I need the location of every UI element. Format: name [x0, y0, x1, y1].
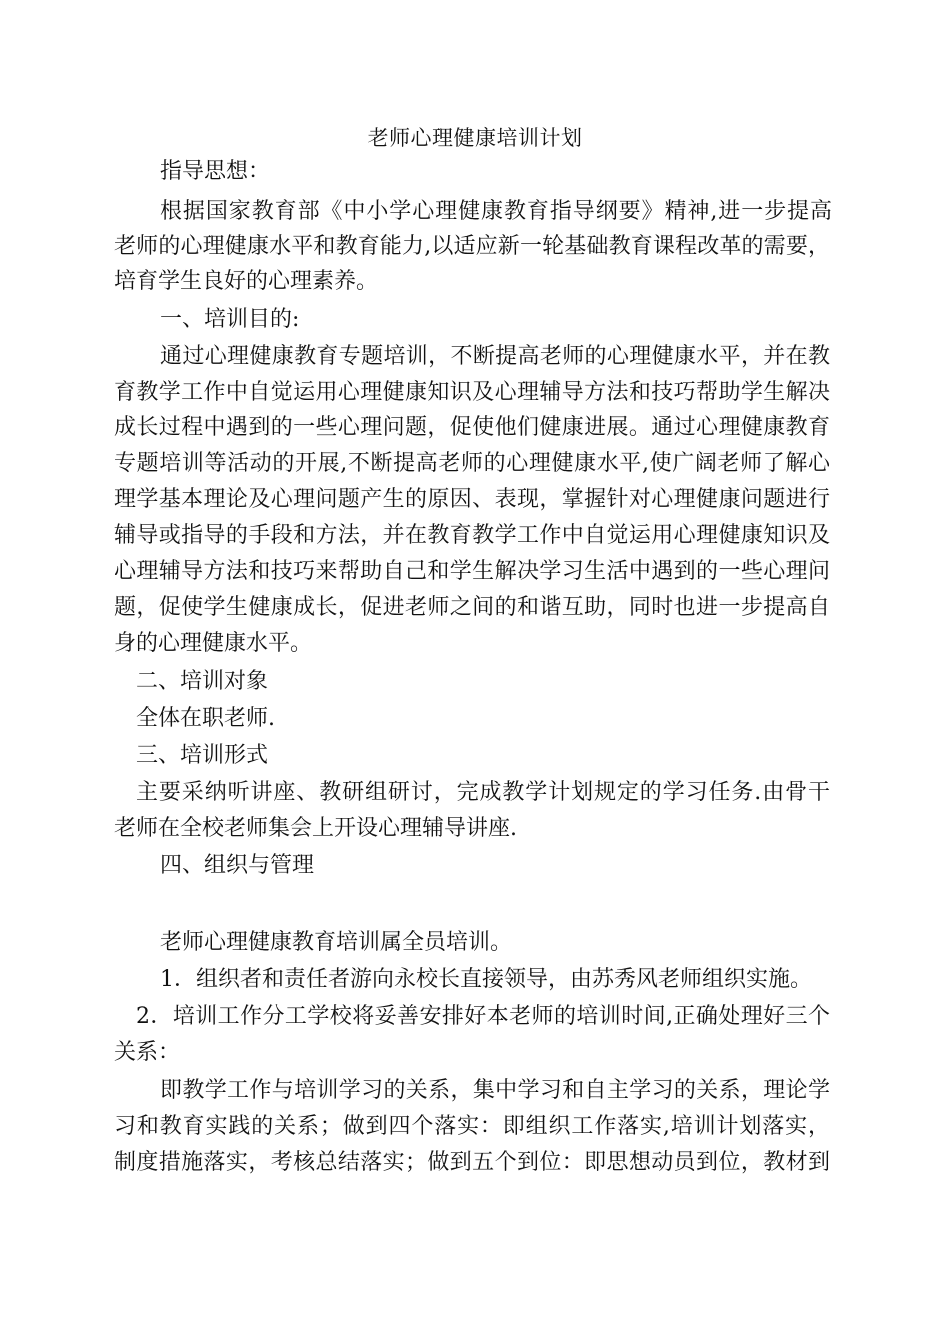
paragraph-line: 身的心理健康水平。: [114, 631, 313, 656]
paragraph-line: 心理辅导方法和技巧来帮助自己和学生解决学习生活中遇到的一些心理问: [114, 559, 830, 584]
paragraph-line: 关系：: [114, 1040, 181, 1065]
paragraph-line: 培育学生良好的心理素养。: [114, 269, 379, 294]
heading-training-purpose: 一、培训目的:: [160, 307, 300, 332]
paragraph-line: 辅导或指导的手段和方法，并在教育教学工作中自觉运用心理健康知识及: [114, 523, 830, 548]
heading-training-form: 三、培训形式: [136, 743, 269, 768]
paragraph-line: 育教学工作中自觉运用心理健康知识及心理辅导方法和技巧帮助学生解决: [114, 380, 830, 405]
document-title: 老师心理健康培训计划: [367, 126, 583, 150]
list-item: 1．组织者和责任者游向永校长直接领导，由苏秀风老师组织实施。: [160, 967, 812, 992]
heading-training-target: 二、培训对象: [136, 669, 269, 694]
paragraph-line: 制度措施落实，考核总结落实；做到五个到位：即思想动员到位，教材到: [114, 1150, 830, 1175]
paragraph-line: 理学基本理论及心理问题产生的原因、表现，掌握针对心理健康问题进行: [114, 487, 830, 512]
heading-organization-management: 四、组织与管理: [160, 853, 315, 878]
list-item: 2．培训工作分工学校将妥善安排好本老师的培训时间,正确处理好三个: [136, 1004, 830, 1029]
paragraph-line: 成长过程中遇到的一些心理问题，促使他们健康进展。通过心理健康教育: [114, 415, 830, 440]
heading-guiding-thought: 指导思想：: [160, 159, 271, 184]
paragraph-line: 根据国家教育部《中小学心理健康教育指导纲要》精神,进一步提高: [160, 199, 832, 224]
paragraph-line: 即教学工作与培训学习的关系，集中学习和自主学习的关系，理论学: [160, 1078, 830, 1103]
paragraph-line: 全体在职老师.: [136, 706, 275, 731]
paragraph-line: 老师心理健康教育培训属全员培训。: [160, 930, 513, 955]
paragraph-line: 老师的心理健康水平和教育能力,以适应新一轮基础教育课程改革的需要，: [114, 234, 830, 259]
paragraph-line: 题，促使学生健康成长，促进老师之间的和谐互助，同时也进一步提高自: [114, 595, 830, 620]
paragraph-line: 老师在全校老师集会上开设心理辅导讲座.: [114, 816, 517, 841]
paragraph-line: 主要采纳听讲座、教研组研讨，完成教学计划规定的学习任务.由骨干: [136, 780, 830, 805]
paragraph-line: 通过心理健康教育专题培训，不断提高老师的心理健康水平，并在教: [160, 344, 830, 369]
paragraph-line: 习和教育实践的关系；做到四个落实：即组织工作落实,培训计划落实，: [114, 1114, 830, 1139]
paragraph-line: 专题培训等活动的开展,不断提高老师的心理健康水平,使广阔老师了解心: [114, 451, 830, 476]
